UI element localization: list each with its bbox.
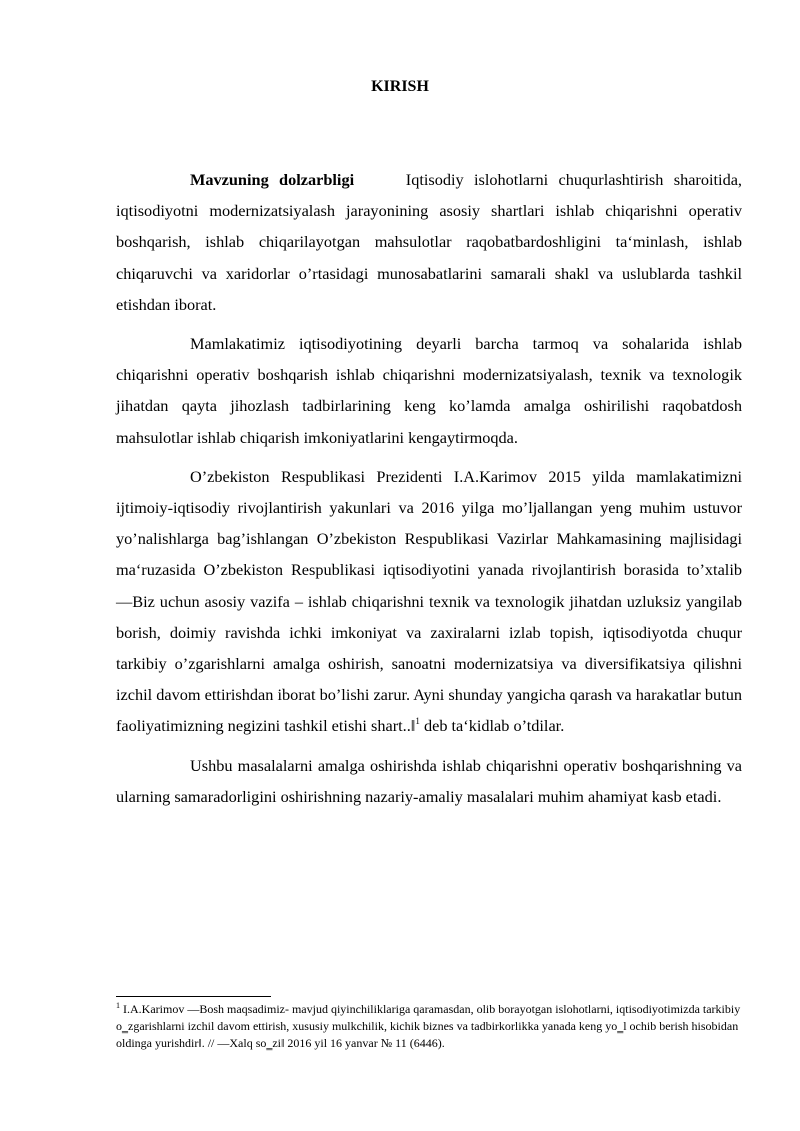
- footnote-number: 1: [116, 1001, 120, 1010]
- paragraph-4: Ushbu masalalarni amalga oshirishda ishlab chiqarishni operativ boshqarishning va ularning samaradorligini oshirishning nazariy-amaliy masalalari muhim ahamiyat kasb etadi.: [116, 755, 742, 806]
- paragraph-3-text: O’zbekiston Respublikasi Prezidenti I.A.Karimov 2015 yilda mamlakatimizni ijtimoiy-iqtisodiy rivojlantirish yakunlari va 2016 yilga mo’ljallangan yeng muhim ustuvor yo’nalishlarga bag’ishlangan O’zbekiston Respublikasi Vazirlar Mahkamasining majlisidagi ma‘ruzasida O’zbekiston Respublikasi iqtisodiyotini yanada rivojlantirish borasida to’xtalib ―Biz uchun asosiy vazifa – ishlab chiqarishni texnik va texnologik jihatdan uzluksiz yangilab borish, doimiy ravishda ichki imkoniyat va zaxiralarni izlab topish, iqtisodiyotda chuqur tarkibiy o’zgarishlarni amalga oshirish, sanoatni modernizatsiya va diversifikatsiya qilishni izchil davom ettirishdan iborat bo’lishi zarur. Ayni shunday yangicha qarash va harakatlar butun faoliyatimizning negizini tashkil etishi shart..‖: [116, 466, 742, 736]
- paragraph-lead: Mavzuning dolzarbligi: [190, 170, 355, 189]
- footnote: [116, 1001, 742, 1052]
- footnote-text: I.A.Karimov ―Bosh maqsadimiz- mavjud qiyinchiliklariga qaramasdan, olib borayotgan islohotlarni, iqtisodiyotimizda tarkibiy o‗zgarishlarni izchil davom ettirish, xususiy mulkchilik, kichik biznes va tadbirkorlikka yanada keng yo‗l ochib berish hisobidan oldinga yurishdir‖. // ―Xalq so‗zi‖ 2016 yil 16 yanvar № 11 (6446).: [116, 1002, 741, 1050]
- paragraph-1-text: Iqtisodiy islohotlarni chuqurlashtirish sharoitida, iqtisodiyotni modernizatsiyalash jarayonining asosiy shartlari ishlab chiqarishni operativ boshqarish, ishlab chiqarilayotgan mahsulotlar raqobatbardoshligini ta‘minlash, ishlab chiqaruvchi va xaridorlar o’rtasidagi munosabatlarini samarali shakl va uslublarda tashkil etishdan iborat.: [116, 170, 743, 314]
- footnote-reference[interactable]: 1: [415, 716, 420, 727]
- paragraph-3-tail: deb ta‘kidlab o’tdilar.: [419, 716, 565, 736]
- paragraph-2: Mamlakatimiz iqtisodiyotining deyarli barcha tarmoq va sohalarida ishlab chiqarishni operativ boshqarish ishlab chiqarishni modernizatsiyalash, texnik va texnologik jihatdan qayta jihozlash tadbirlarining keng ko’lamda amalga oshirilishi raqobatdosh mahsulotlar ishlab chiqarish imkoniyatlarini kengaytirmoqda.: [116, 334, 742, 447]
- body-text: [116, 164, 742, 820]
- footnote-divider: [116, 996, 271, 997]
- paragraph-1: [116, 164, 742, 320]
- paragraph-3: [116, 461, 742, 742]
- page-title: KIRISH: [371, 78, 429, 95]
